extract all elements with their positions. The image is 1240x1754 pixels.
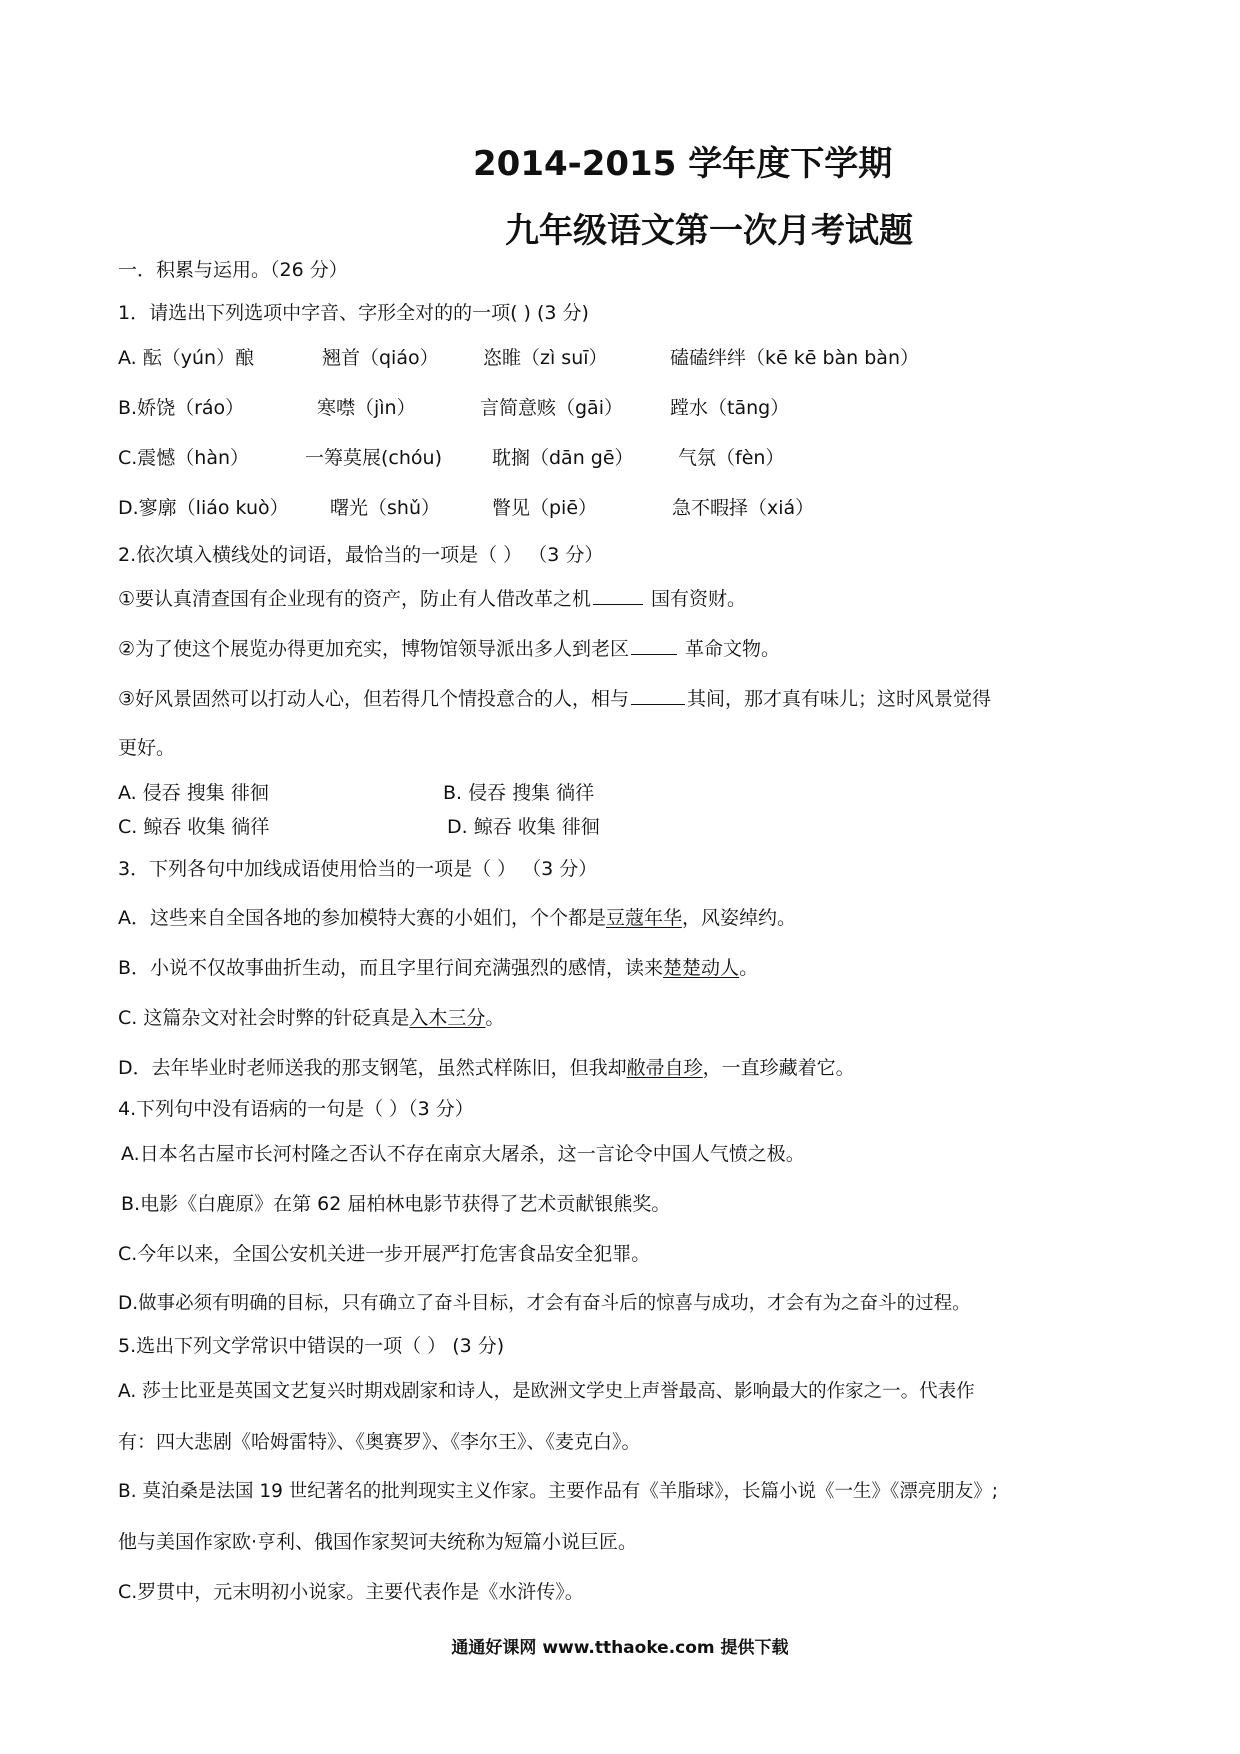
q3-d-text: D．去年毕业时老师送我的那支钢笔，虽然式样陈旧，但我却 xyxy=(118,1057,627,1079)
q3-option-c xyxy=(118,1006,504,1030)
q2-s1-text-a: ①要认真清查国有企业现有的资产，防止有人借改革之机 xyxy=(118,588,592,610)
q3-option-d xyxy=(118,1056,855,1080)
q1-b-col4: 蹚水（tāng） xyxy=(670,397,790,419)
q3-b-idiom: 楚楚动人 xyxy=(663,957,740,979)
q1-c-col2: 一筹莫展(chóu) xyxy=(305,447,442,469)
q1-d-col1: D.寥廓（liáo kuò） xyxy=(118,497,289,519)
q4-option-d: D.做事必须有明确的目标，只有确立了奋斗目标，才会有奋斗后的惊喜与成功，才会有为之奋斗的过程。 xyxy=(118,1293,971,1314)
q2-s2-text-b: 革命文物。 xyxy=(685,638,781,660)
q3-c-tail: 。 xyxy=(485,1007,505,1029)
q3-a-text: A．这些来自全国各地的参加模特大赛的小姐们，个个都是 xyxy=(118,907,606,929)
q3-b-text: B．小说不仅故事曲折生动，而且字里行间充满强烈的感情，读来 xyxy=(118,957,664,979)
q2-s2-text-a: ②为了使这个展览办得更加充实，博物馆领导派出多人到老区 xyxy=(118,638,630,660)
q2-s3-text-a: ③好风景固然可以打动人心，但若得几个情投意合的人，相与 xyxy=(118,688,630,710)
q5-option-a-line2: 有：四大悲剧《哈姆雷特》、《奥赛罗》、《李尔王》、《麦克白》。 xyxy=(118,1431,641,1453)
q1-a-col4: 磕磕绊绊（kē kē bàn bàn） xyxy=(670,347,919,369)
q2-s1-text-b: 国有资财。 xyxy=(651,588,747,610)
q1-a-col1: A. 酝（yún）酿 xyxy=(118,347,255,369)
q1-d-col4: 急不暇择（xiá） xyxy=(672,497,815,519)
q2-sentence-3-cont: 更好。 xyxy=(118,737,176,759)
q2-option-c: C. 鲸吞 收集 徜徉 xyxy=(118,816,270,838)
q5-option-b-line2: 他与美国作家欧·亨利、俄国作家契诃夫统称为短篇小说巨匠。 xyxy=(118,1531,638,1553)
q3-option-a xyxy=(118,906,796,930)
q2-sentence-2 xyxy=(118,636,780,661)
q3-d-idiom: 敝帚自珍 xyxy=(626,1057,703,1079)
q3-a-tail: ，风姿绰约。 xyxy=(682,907,797,929)
q4-option-a: A.日本名古屋市长河村隆之否认不存在南京大屠杀，这一言论令中国人气愤之极。 xyxy=(121,1143,805,1165)
page-title-line2: 九年级语文第一次月考试题 xyxy=(505,211,913,251)
q1-d-col3: 瞥见（piē） xyxy=(492,497,598,519)
q2-sentence-1 xyxy=(118,586,746,611)
q3-a-idiom: 豆蔻年华 xyxy=(606,907,683,929)
q1-d-col2: 曙光（shǔ） xyxy=(330,497,440,519)
q1-c-col3: 耽搁（dān gē） xyxy=(492,447,634,469)
section-heading: 一．积累与运用。（26 分） xyxy=(118,259,348,281)
q4-option-c: C.今年以来，全国公安机关进一步开展严打危害食品安全犯罪。 xyxy=(118,1243,651,1265)
q2-option-b: B. 侵吞 搜集 徜徉 xyxy=(443,782,595,804)
q3-c-idiom: 入木三分 xyxy=(409,1007,486,1029)
q3-option-b xyxy=(118,956,758,980)
q5-stem: 5.选出下列文学常识中错误的一项（ ） (3 分) xyxy=(118,1335,505,1357)
q2-blank-1[interactable] xyxy=(593,586,643,605)
q4-option-b: B.电影《白鹿原》在第 62 届柏林电影节获得了艺术贡献银熊奖。 xyxy=(121,1193,671,1215)
q2-option-d: D. 鲸吞 收集 徘徊 xyxy=(447,816,600,838)
q2-s3-text-b: 其间，那才真有味儿；这时风景觉得 xyxy=(687,688,992,710)
q5-option-b-line1: B. 莫泊桑是法国 19 世纪著名的批判现实主义作家。主要作品有《羊脂球》，长篇小说《一生》《漂亮朋友》; xyxy=(118,1481,998,1502)
q1-c-col1: C.震憾（hàn） xyxy=(118,447,250,469)
q3-b-tail: 。 xyxy=(739,957,759,979)
q1-b-col1: B.娇饶（ráo） xyxy=(118,397,245,419)
q4-stem: 4.下列句中没有语病的一句是（ ）（3 分） xyxy=(118,1098,474,1120)
q3-d-tail: ，一直珍藏着它。 xyxy=(702,1057,855,1079)
q1-b-col3: 言简意赅（gāi） xyxy=(480,397,623,419)
q1-stem: 1．请选出下列选项中字音、字形全对的的一项( ) (3 分) xyxy=(118,302,589,324)
q2-option-a: A. 侵吞 搜集 徘徊 xyxy=(118,782,269,804)
page-title-line1: 2014-2015 学年度下学期 xyxy=(473,144,893,184)
q1-a-col2: 翘首（qiáo） xyxy=(322,347,439,369)
q5-option-c: C.罗贯中，元末明初小说家。主要代表作是《水浒传》。 xyxy=(118,1581,584,1603)
q2-blank-3[interactable] xyxy=(631,686,685,705)
q3-c-text: C. 这篇杂文对社会时弊的针砭真是 xyxy=(118,1007,410,1029)
page-footer: 通通好课网 www.tthaoke.com 提供下载 xyxy=(451,1638,789,1658)
q2-stem: 2.依次填入横线处的词语，最恰当的一项是（ ） （3 分） xyxy=(118,544,604,566)
q2-sentence-3 xyxy=(118,686,991,711)
q1-b-col2: 寒噤（jìn） xyxy=(317,397,416,419)
q3-stem: 3．下列各句中加线成语使用恰当的一项是（ ） （3 分） xyxy=(118,858,598,880)
q5-option-a-line1: A. 莎士比亚是英国文艺复兴时期戏剧家和诗人，是欧洲文学史上声誉最高、影响最大的作家之一。代表作 xyxy=(118,1381,975,1402)
q2-blank-2[interactable] xyxy=(631,636,677,655)
q1-c-col4: 气氛（fèn） xyxy=(678,447,785,469)
q1-a-col3: 恣睢（zì suī） xyxy=(483,347,608,369)
